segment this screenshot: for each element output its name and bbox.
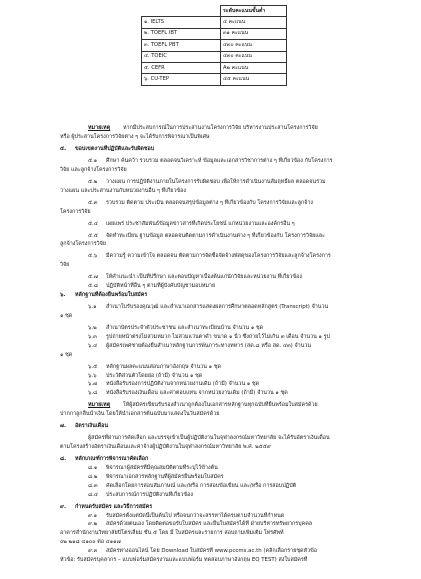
score-table-header-score: ระดับคะแนนขั้นต่ำ [221, 6, 287, 17]
list-item [0, 482, 421, 491]
line-text: ให้คำแนะนำ เป็นที่ปรึกษา และตอบปัญหาเบื้องต้นแก่นักวิจัยและหน่วยงาน ที่เกี่ยวข้อง [106, 274, 303, 281]
score-table-header-blank [142, 6, 221, 17]
section-heading [0, 145, 421, 157]
line-text: สมัครด้วยตนเอง โดยติดต่อขอรับใบสมัคร และยื่นใบสมัครได้ที่ ฝ่ายบริหารทรัพยากรบุคคล [106, 521, 313, 528]
list-item [0, 273, 421, 282]
score-row-test: TOEFL PBT [150, 41, 179, 48]
item-number: ๕.๖ [88, 253, 98, 260]
item-number: ๙.๒ [88, 521, 98, 528]
list-item [0, 520, 421, 529]
score-row-test: TOEFL IBT [150, 30, 178, 37]
line-text: วิจัย และลูกจ้างโครงการวิจัย [60, 166, 127, 173]
list-item [0, 473, 421, 482]
section-title: หลักเกณฑ์การพิจารณาคัดเลือก [75, 456, 149, 463]
score-row-score: A๒ คะแนน [221, 62, 287, 73]
list-item [0, 380, 421, 389]
line-text: ลูกจ้างโครงการวิจัย [60, 241, 106, 248]
section-heading [0, 422, 421, 434]
item-number: ๕.๗ [88, 274, 98, 281]
score-row-no: ๑. [144, 18, 149, 25]
score-row-test: TOEIC [151, 53, 167, 60]
score-row-score: ๔๓๐ คะแนน [221, 40, 287, 51]
score-table-row [142, 51, 287, 62]
note-line [0, 124, 421, 133]
list-item [0, 342, 421, 351]
item-number: ๘.๒ [88, 473, 98, 480]
score-row-score: ๔ คะแนน [221, 17, 287, 28]
line-text: พิจารณาเอกสารหลักฐานที่ผู้สมัครยื่นพร้อมใบสมัคร [106, 473, 224, 480]
line-text: ๑ ชุด [60, 351, 73, 358]
item-number: ๘.๓ [88, 482, 98, 489]
line-text: พิจารณาผู้สมัครที่มีคุณสมบัติตามที่ระบุไว้ข้างต้น [106, 465, 218, 472]
line-text: มีความรู้ ความเข้าใจ ตลอดจน ติดตามการจัดซื้อจัดจ้างพัสดุของโครงการวิจัยและลูกจ้างโครงการ [106, 253, 331, 260]
list-item [0, 282, 421, 291]
item-number: ๖.๖ [88, 372, 97, 379]
line-text: ประวัติส่วนตัวโดยย่อ (ถ้ามี) จำนวน ๑ ชุด [106, 372, 203, 379]
list-item [0, 464, 421, 473]
item-number: ๕.๓ [88, 199, 98, 206]
line-text: อาคารสำนักงานวิทยาลัยปิโตรเลียม ชั้น ๕ โดย มี ใบสมัครและรายการ สอบถามเพิ่มเติม โทรศัพท์ [60, 530, 284, 537]
text-line [0, 556, 421, 565]
text-line [0, 240, 421, 252]
line-text: ประสบการณ์การปฏิบัติงานที่เกี่ยวข้อง [106, 491, 194, 498]
line-text: สำเนาใบรับรองคุณวุฒิ และสำเนาเอกสารแสดงผลการศึกษาตลอดหลักสูตร (Transcript) จำนวน [106, 304, 329, 311]
score-row-no: ๔. [144, 53, 150, 60]
score-row-score: ๓๑ คะแนน [221, 28, 287, 39]
line-text: หากมีประสบการณ์ในการประสานงานโครงการวิจัย บริหารงานประสานโครงการวิจัย [123, 125, 318, 131]
line-text: ปฏิบัติหน้าที่อื่น ๆ ตามที่ผู้บังคับบัญชามอบหมาย [106, 283, 216, 290]
score-table-row [142, 17, 287, 28]
line-text: วิจัย [60, 262, 70, 269]
line-text: รูปถ่ายหน้าตรงไม่สวมหมวก ไม่สวมแว่นตาดำ ขนาด ๑ นิ้ว ซึ่งถ่ายไว้ไม่เกิน ๓ เดือน จำนวน ๑ รูป [106, 333, 330, 340]
score-table-row [142, 40, 287, 51]
document-body [0, 124, 421, 565]
item-number: ๕.๒ [88, 178, 98, 185]
text-line [0, 351, 421, 363]
line-text: ปากกาลูกลื่นน้ำเงิน โดยให้นำเอกสารต้นฉบับมาแสดงในวันสมัครด้วย [60, 411, 220, 418]
score-table-row [142, 74, 287, 85]
line-text: สำเนาบัตรประจำตัวประชาชน และสำเนาทะเบียนบ้าน จำนวน ๑ ชุด [106, 325, 264, 332]
item-number: ๕.๑ [88, 157, 98, 164]
item-number: ๖.๔ [88, 342, 98, 349]
text-line [0, 261, 421, 273]
line-text: รับสมัครตั้งแต่บัดนี้เป็นต้นไป หรือจนกว่าจะสรรหาได้ครบตามจำนวนที่กำหนด [106, 512, 285, 519]
text-line [0, 538, 421, 547]
text-line [0, 312, 421, 324]
line-text: ผู้สมัครที่ผ่านการคัดเลือก และบรรจุเข้าเป็นผู้ปฏิบัติงานในจุฬาลงกรณ์มหาวิทยาลัย จะได้รับอัตราเงินเดือน [88, 435, 330, 442]
list-item [0, 333, 421, 342]
text-line [0, 434, 421, 443]
line-text: วางแผน และประสานงานกับหน่วยงานอื่น ๆ ที่เกี่ยวข้อง [60, 187, 187, 194]
section-number: ๗. [60, 423, 67, 430]
line-text: จัดทำทะเบียน ฐานข้อมูล ตลอดจนติดตามการดำเนินงานต่าง ๆ ที่เกี่ยวข้องกับ โครงการวิจัยและ [106, 232, 325, 239]
english-score-table [141, 5, 287, 86]
section-heading [0, 503, 421, 512]
line-text: โครงการวิจัย [60, 208, 91, 215]
item-number: ๘.๑ [88, 465, 98, 472]
text-line [0, 187, 421, 199]
item-number: ๙.๓ [88, 548, 98, 555]
list-item [0, 199, 421, 208]
section-heading [0, 455, 421, 464]
section-title: กำหนดรับสมัคร และวิธีการสมัคร [75, 503, 153, 510]
line-text: ศึกษา ค้นคว้า รวบรวม ตลอดจนวิเคราะห์ ข้อมูลและเอกสารวิชาการต่าง ๆ ที่เกี่ยวข้อง กับโครงการ [106, 157, 333, 164]
item-number: ๖.๑ [88, 304, 97, 311]
section-heading [0, 291, 421, 303]
text-line [0, 166, 421, 178]
section-number: ๕. [60, 145, 67, 152]
item-number: ๘.๔ [88, 491, 98, 498]
list-item [0, 372, 421, 381]
section-title: ขอบเขตงานที่ปฏิบัติและรับผิดชอบ [75, 145, 155, 152]
score-table-row [142, 28, 287, 39]
text-line [0, 208, 421, 220]
score-row-score: ๔๕ คะแนน [221, 74, 287, 85]
score-row-no: ๖. [144, 75, 149, 82]
score-table-row [142, 62, 287, 73]
list-item [0, 303, 421, 312]
note-line [0, 401, 421, 410]
item-number: ๙.๑ [88, 512, 98, 519]
item-number: ๖.๕ [88, 363, 98, 370]
item-number: ๖.๒ [88, 325, 97, 332]
text-line [0, 410, 421, 422]
score-row-no: ๒. [144, 30, 150, 37]
section-title: อัตราเงินเดือน [75, 423, 109, 430]
score-table-header [142, 6, 287, 17]
line-text: หรือ ผู้ประสานโครงการวิจัยต่าง ๆ จะได้รับการพิจารณาเป็นพิเศษ [60, 133, 210, 140]
list-item [0, 363, 421, 372]
list-item [0, 324, 421, 333]
line-text: รวบรวม ติดตาม ประเมิน ตลอดจนสรุปข้อมูลต่าง ๆ ที่เกี่ยวข้องกับ โครงการวิจัยและลูกจ้าง [106, 199, 314, 206]
line-text: หนังสือรับรองการปฏิบัติงานจากหน่วยงานเดิม (ถ้ามี) จำนวน ๑ ชุด [106, 381, 260, 388]
score-row-no: ๕. [144, 64, 150, 71]
score-row-no: ๓. [144, 41, 150, 48]
text-line [0, 443, 421, 455]
item-number: ๕.๘ [88, 283, 98, 290]
list-item [0, 389, 421, 401]
line-text: หลักฐานผลคะแนนสอบภาษาอังกฤษ จำนวน ๑ ชุด [106, 363, 221, 370]
line-text: หนังสือรับรองเงินเดือน และค่าตอบแทน จากหน่วยงานเดิม (ถ้ามี) จำนวน ๑ ชุด [106, 390, 288, 397]
item-number: ๖.๓ [88, 333, 97, 340]
section-title: หลักฐานที่ต้องยื่นพร้อมใบสมัคร [75, 292, 148, 299]
text-line [0, 133, 421, 145]
score-row-test: IELTS [150, 18, 165, 25]
line-text: ผู้สมัครเพศชายต้องยื่นสำเนาหลักฐานการพ้นภาระทางทหาร (สด.๘ หรือ สด. ๔๓) จำนวน [106, 342, 312, 349]
list-item [0, 547, 421, 556]
list-item [0, 491, 421, 503]
list-item [0, 252, 421, 261]
line-text: ตามโครงสร้างอัตราเงินเดือนและค่าจ้างผู้ปฏิบัติงานในจุฬาลงกรณ์มหาวิทยาลัย พ.ศ. ๒๕๕๙ [60, 444, 271, 451]
list-item [0, 220, 421, 232]
score-row-test: CU-TEP [150, 75, 169, 82]
note-label: หมายเหตุ [88, 402, 111, 409]
line-text: คัดเลือกโดยการสอบสัมภาษณ์ และ/หรือ การสอบข้อเขียน และ/หรือ การสอบปฏิบัติ [106, 482, 297, 489]
list-item [0, 512, 421, 521]
score-row-test: CEFR [151, 64, 165, 71]
item-number: ๕.๕ [88, 232, 98, 239]
line-text: วางแผน การปฏิบัติงานภายในโครงการรับผิดชอบ เพื่อให้การดำเนินงานสัมฤทธิ์ผล ตลอดจนร่วม [106, 178, 326, 185]
line-text: สมัครทางออนไลน์ โดย Download ใบสมัครที่ www.pccms.ac.th (คลิกเลือกรายชุดหัวข้อ [106, 548, 318, 555]
note-label: หมายเหตุ [88, 125, 111, 131]
list-item [0, 157, 421, 166]
score-row-score: ๔๓๐ คะแนน [221, 51, 287, 62]
item-number: ๖.๘ [88, 390, 98, 397]
text-line [0, 529, 421, 538]
section-number: ๙. [60, 503, 66, 510]
list-item [0, 178, 421, 187]
line-text: ให้ผู้สมัครเขียนรับรองสำเนาถูกต้องในเอกสารหลักฐานทุกฉบับที่ยื่นพร้อมใบสมัครด้วย [123, 402, 318, 409]
section-number: ๘. [60, 456, 67, 463]
line-text: หัวข้อ: รับสมัครบุคลากร – แบบฟอร์มสมัครงานและแบบฟอร์ม ทดสอบภาษาอังกฤษ EQ TEST) ส่งใบสมัครที่ [60, 557, 308, 564]
line-text: ๐๒ ๒๑๘ ๔๑๐๐ ต่อ ๔๑๑๗ [60, 539, 121, 546]
line-text: เผยแพร่ ประชาสัมพันธ์ข้อมูลข่าวสารที่เกิดประโยชน์ แก่หน่วยงานและองค์กรอื่น ๆ [106, 220, 295, 227]
list-item [0, 232, 421, 241]
line-text: ๑ ชุด [60, 313, 73, 320]
item-number: ๕.๔ [88, 220, 98, 227]
section-number: ๖. [60, 292, 66, 299]
item-number: ๖.๗ [88, 381, 98, 388]
